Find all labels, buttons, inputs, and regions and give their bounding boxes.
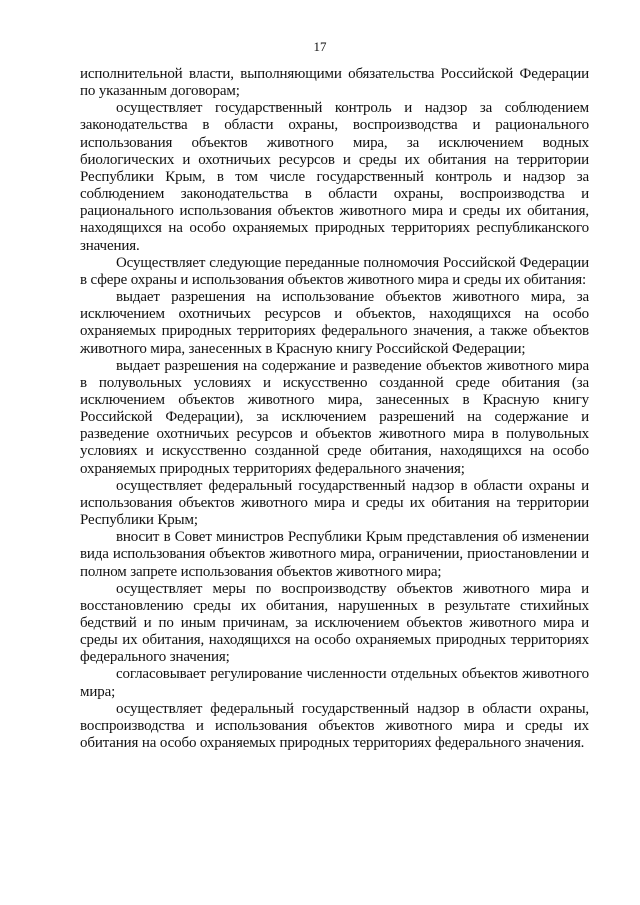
document-body	[80, 66, 589, 752]
paragraph: осуществляет федеральный государственный надзор в области охраны и использования объектов животного мира и среды их обитания на территории Республики Крым;	[80, 477, 589, 529]
paragraph: осуществляет государственный контроль и надзор за соблюдением законодательства в области охраны, воспроизводства и рационального использования объектов животного мира, за исключением водных биологических и охотничьих ресурсов и среды их обитания на территории Республики Крым, в том числе государственный контроль и надзор за соблюдением законодательства в области охраны, воспроизводства и рационального использования объектов животного мира и среды их обитания, находящихся на особо охраняемых природных территориях республиканского значения.	[80, 100, 589, 254]
paragraph: вносит в Совет министров Республики Крым представления об изменении вида использования объектов животного мира, ограничении, приостановлении и полном запрете использования объектов животного мира;	[80, 529, 589, 580]
paragraph: Осуществляет следующие переданные полномочия Российской Федерации в сфере охраны и использования объектов животного мира и среды их обитания:	[80, 254, 589, 288]
paragraph: выдает разрешения на использование объектов животного мира, за исключением охотничьих ресурсов и объектов, находящихся на особо охраняемых природных территориях федерального значения, а также объектов животного мира, занесенных в Красную книгу Российской Федерации;	[80, 289, 589, 357]
page-number: 17	[313, 39, 327, 54]
paragraph: согласовывает регулирование численности отдельных объектов животного мира;	[80, 666, 589, 700]
paragraph: выдает разрешения на содержание и разведение объектов животного мира в полувольных условиях и искусственно созданной среде обитания (за исключением объектов животного мира, занесенных в Красную книгу Российской Федерации), за исключением разрешений на содержание и разведение охотничьих ресурсов и объектов животного мира в полувольных условиях и искусственно созданной среде обитания, находящихся на особо охраняемых природных территориях федерального значения;	[80, 357, 589, 477]
paragraph: осуществляет федеральный государственный надзор в области охраны, воспроизводства и использования объектов животного мира и среды их обитания на особо охраняемых природных территориях федерального значения.	[80, 700, 589, 752]
paragraph-continuation: исполнительной власти, выполняющими обязательства Российской Федерации по указанным договорам;	[80, 66, 589, 100]
paragraph: осуществляет меры по воспроизводству объектов животного мира и восстановлению среды их обитания, нарушенных в результате стихийных бедствий и по иным причинам, за исключением объектов животного мира и среды их обитания, находящихся на особо охраняемых природных территориях федерального значения;	[80, 580, 589, 666]
